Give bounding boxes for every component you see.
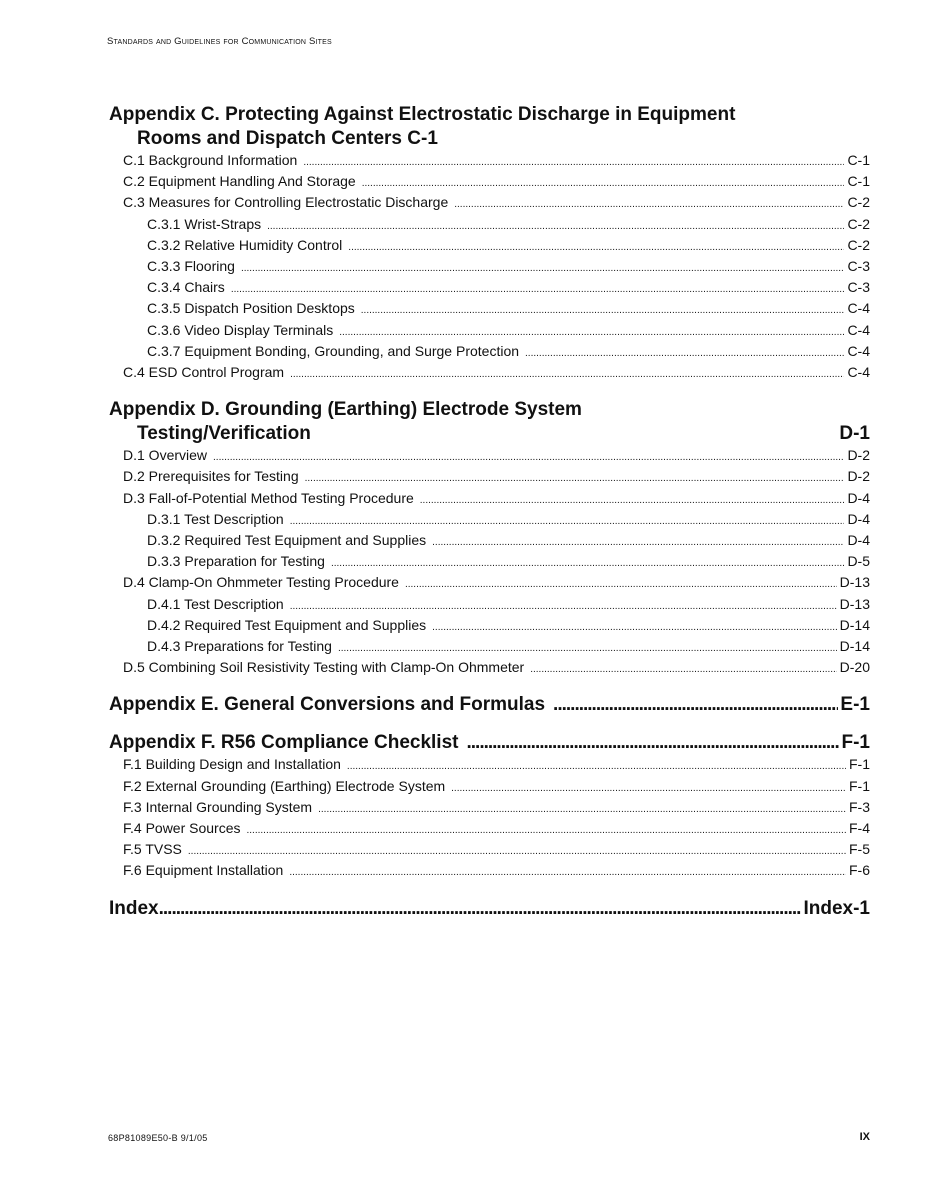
appendix-d-page: D-1 [839,423,870,445]
toc-entry-label: C.3.3 Flooring [147,258,235,275]
dot-leader [339,323,844,342]
dot-leader [432,533,844,552]
toc-entry-label: C.3.1 Wrist-Straps [147,215,262,232]
toc-entry[interactable] [109,573,870,594]
dot-leader [347,757,846,776]
toc-entry-page: C-1 [847,152,870,168]
toc-entry[interactable] [109,777,870,798]
toc-entry-page: D-5 [847,553,870,570]
toc-entry-label: C.3.2 Relative Humidity Control [147,236,343,253]
dot-leader [213,448,844,467]
dot-leader [290,597,837,616]
dot-leader [420,491,845,510]
document-id: 68P81089E50-B 9/1/05 [108,1133,208,1143]
dot-leader [331,554,844,573]
dot-leader [305,469,845,488]
toc-entry[interactable] [109,861,870,882]
toc-entry[interactable] [109,798,870,819]
toc-entry-page: C-3 [847,258,870,275]
toc-entry[interactable] [109,172,870,193]
toc-entry-page: F-1 [849,777,870,794]
table-of-contents [109,103,870,921]
toc-entry-label: C.3.5 Dispatch Position Desktops [147,300,355,317]
toc-entry-page: F-5 [849,841,870,858]
toc-entry[interactable] [109,819,870,840]
toc-entry-page: D-4 [847,532,870,549]
toc-entry-label: D.3.1 Test Description [147,510,284,527]
dot-leader [290,512,845,531]
dot-leader [362,174,845,193]
toc-entry-label: D.4.3 Preparations for Testing [147,638,332,655]
dot-leader [159,897,802,921]
dot-leader [267,217,844,236]
toc-entry-page: F-4 [849,820,870,837]
toc-entry[interactable] [109,595,870,616]
toc-entry[interactable] [109,510,870,531]
dot-leader [553,693,838,717]
toc-entry-page: C-3 [847,279,870,296]
toc-entry-page: D-20 [839,659,870,676]
toc-entry-page: F-3 [849,798,870,815]
dot-leader [231,280,845,299]
toc-entry-label: F.6 Equipment Installation [123,862,284,879]
appendix-f-heading[interactable] [109,731,870,755]
toc-entry[interactable] [109,755,870,776]
dot-leader [361,301,845,320]
toc-entry-label: C.3.6 Video Display Terminals [147,321,334,338]
toc-entry-page: D-2 [847,447,870,464]
toc-entry[interactable] [109,278,870,299]
toc-entry[interactable] [109,321,870,342]
dot-leader [188,842,846,861]
index-title: Index [109,897,159,919]
index-heading[interactable] [109,897,870,921]
toc-entry-label: D.4.1 Test Description [147,595,284,612]
toc-entry[interactable] [109,236,870,257]
appendix-f-title: Appendix F. R56 Compliance Checklist [109,732,459,754]
dot-leader [289,863,846,882]
toc-entry-page: F-1 [849,756,870,773]
dot-leader [338,639,837,658]
toc-entry[interactable] [109,489,870,510]
toc-entry[interactable] [109,257,870,278]
toc-entry-label: D.4 Clamp-On Ohmmeter Testing Procedure [123,574,399,591]
toc-entry-label: D.3.2 Required Test Equipment and Supplies [147,532,427,549]
toc-entry[interactable] [109,193,870,214]
toc-entry-label: D.3.3 Preparation for Testing [147,553,325,570]
dot-leader [303,153,844,172]
toc-entry[interactable] [109,151,870,172]
dot-leader [525,344,844,363]
toc-entry[interactable] [109,840,870,861]
toc-entry-page: C-4 [847,300,870,317]
dot-leader [466,731,839,755]
toc-entry-label: C.2 Equipment Handling And Storage [123,173,356,190]
toc-entry-page: C-2 [847,215,870,232]
appendix-c-title-line2: Rooms and Dispatch Centers C-1 [137,128,438,149]
toc-entry-label: D.3 Fall-of-Potential Method Testing Procedure [123,489,414,506]
toc-entry-label: D.1 Overview [123,447,208,464]
toc-entry[interactable] [109,446,870,467]
toc-entry-page: C-2 [847,236,870,253]
running-header: Standards and Guidelines for Communication Sites [107,36,332,47]
appendix-e-page: E-1 [840,694,870,716]
dot-leader [348,238,844,257]
toc-entry-label: D.2 Prerequisites for Testing [123,468,299,485]
appendix-d-title-line1: Appendix D. Grounding (Earthing) Electrode System [109,399,582,421]
toc-entry-page: D-4 [847,489,870,506]
toc-entry[interactable] [109,215,870,236]
dot-leader [405,575,837,594]
toc-entry[interactable] [109,552,870,573]
toc-entry-page: D-13 [839,574,870,591]
dot-leader [241,259,845,278]
toc-entry-page: D-14 [839,616,870,633]
dot-leader [290,365,844,384]
toc-entry-label: D.4.2 Required Test Equipment and Supplies [147,616,427,633]
toc-entry[interactable] [109,342,870,363]
toc-entry-page: C-1 [847,173,870,190]
appendix-d-heading[interactable] [109,398,870,446]
toc-entry[interactable] [109,658,870,679]
toc-entry-page: D-4 [847,510,870,527]
toc-entry-page: C-4 [847,321,870,338]
toc-entry[interactable] [109,531,870,552]
appendix-e-heading[interactable] [109,693,870,717]
toc-entry[interactable] [109,299,870,320]
toc-entry-page: D-2 [847,468,870,485]
appendix-c-heading[interactable] [109,103,870,151]
appendix-e-title: Appendix E. General Conversions and Formulas [109,694,546,716]
dot-leader [318,800,846,819]
toc-entry-label: F.1 Building Design and Installation [123,756,341,773]
toc-entry-page: C-2 [847,194,870,211]
page-number: IX [859,1131,870,1143]
toc-entry-label: D.5 Combining Soil Resistivity Testing with Clamp-On Ohmmeter [123,659,525,676]
appendix-f-page: F-1 [841,732,870,754]
appendix-c-title-line1: Appendix C. Protecting Against Electrostatic Discharge in Equipment [109,104,736,125]
toc-entry-label: F.4 Power Sources [123,820,241,837]
toc-entry-label: C.1 Background Information [123,152,298,168]
dot-leader [247,821,847,840]
index-page: Index-1 [803,897,870,919]
toc-entry[interactable] [109,467,870,488]
toc-entry[interactable] [109,637,870,658]
dot-leader [530,660,836,679]
dot-leader [454,195,844,214]
dot-leader [432,618,837,637]
toc-entry-label: C.3.7 Equipment Bonding, Grounding, and Surge Protection [147,342,520,359]
toc-entry-page: D-14 [839,638,870,655]
toc-entry-label: C.3 Measures for Controlling Electrostatic Discharge [123,194,449,211]
appendix-d-title-line2: Testing/Verification [137,423,311,445]
toc-entry[interactable] [109,616,870,637]
toc-entry-page: C-4 [847,342,870,359]
toc-entry[interactable] [109,363,870,384]
toc-entry-page: C-4 [847,364,870,381]
toc-entry-page: D-13 [839,595,870,612]
toc-entry-page: F-6 [849,862,870,879]
dot-leader [451,779,846,798]
toc-entry-label: C.4 ESD Control Program [123,364,285,381]
toc-entry-label: C.3.4 Chairs [147,279,225,296]
toc-entry-label: F.3 Internal Grounding System [123,798,313,815]
toc-entry-label: F.2 External Grounding (Earthing) Electrode System [123,777,446,794]
toc-entry-label: F.5 TVSS [123,841,182,858]
